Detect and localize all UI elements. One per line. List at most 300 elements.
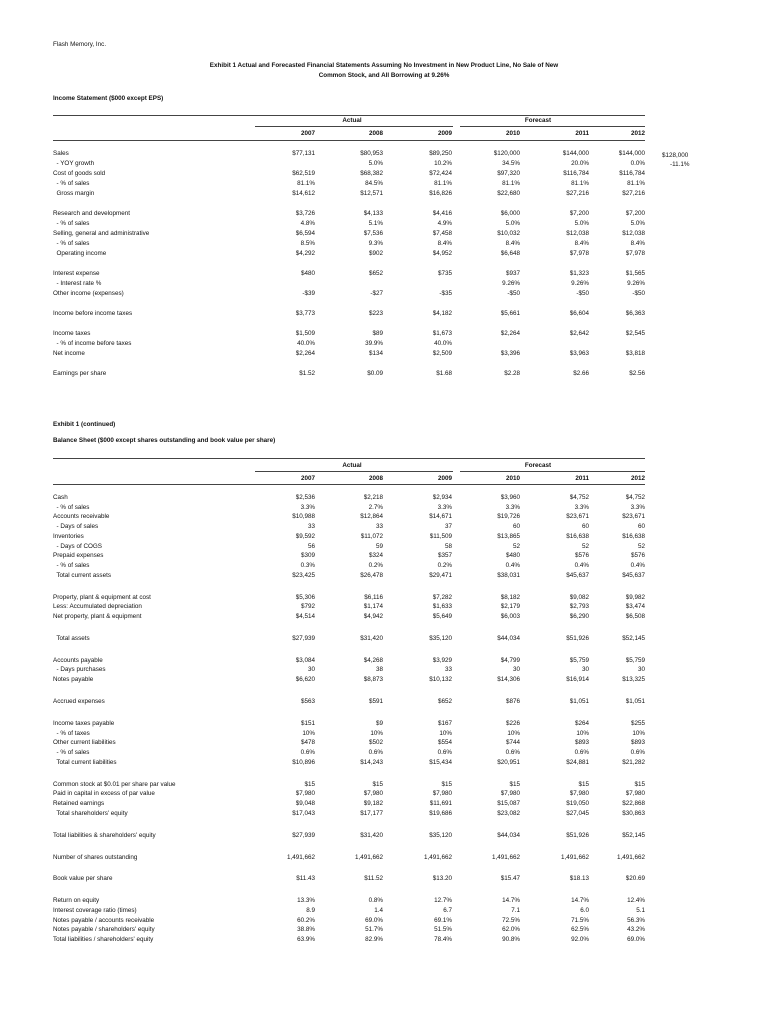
row-value: -$35 — [439, 289, 452, 297]
year-header-1: 2008 — [368, 475, 383, 482]
row-value: $1,509 — [295, 330, 315, 338]
row-value: -$39 — [302, 289, 315, 297]
row-value: 3.3% — [437, 503, 452, 511]
row-label: Net income — [53, 350, 85, 357]
balance-header-rule — [53, 484, 645, 485]
row-value: 59 — [375, 542, 383, 550]
row-value: 0.4% — [574, 561, 589, 569]
row-label: - Days of COGS — [53, 542, 102, 550]
row-value: 8.5% — [300, 239, 315, 247]
row-label: Total shareholders' equity — [53, 809, 128, 817]
row-value: $2,536 — [295, 494, 315, 501]
row-value: $937 — [505, 269, 520, 277]
row-label: - Interest rate % — [53, 279, 102, 287]
row-value: $27,216 — [622, 189, 645, 197]
row-value: $27,045 — [566, 809, 589, 817]
row-value: $6,363 — [625, 309, 645, 317]
row-label: - % of sales — [53, 179, 90, 187]
row-value: 0.4% — [505, 561, 520, 569]
row-value: 51.7% — [365, 926, 383, 934]
row-value: $1,051 — [569, 698, 589, 705]
row-value: 81.1% — [434, 179, 452, 187]
row-value: 8.4% — [505, 239, 520, 247]
row-value: 81.1% — [297, 179, 315, 187]
row-value: $7,980 — [295, 790, 315, 798]
row-value: 90.8% — [502, 936, 520, 944]
row-value: 7.1 — [511, 907, 520, 914]
row-value: $0.09 — [367, 370, 383, 378]
row-label: Number of shares outstanding — [53, 853, 138, 861]
year-header-4: 2011 — [575, 475, 589, 482]
row-value: $13,325 — [622, 676, 645, 684]
row-value: 3.3% — [574, 503, 589, 511]
row-value: $16,638 — [622, 532, 645, 540]
row-value: $51,926 — [566, 831, 589, 839]
row-value: $52,145 — [622, 634, 645, 642]
row-value: $7,980 — [569, 790, 589, 798]
income-extra-sales: $128,000 — [662, 152, 689, 159]
row-value: -$50 — [576, 289, 589, 297]
row-value: $16,826 — [429, 189, 452, 197]
row-value: $15 — [372, 780, 383, 788]
row-value: $4,952 — [432, 249, 452, 257]
row-value: $7,980 — [625, 790, 645, 798]
row-value: $8,182 — [500, 593, 520, 601]
row-value: $11.52 — [364, 875, 383, 883]
row-value: 1,491,662 — [423, 853, 452, 861]
row-label: Notes payable / shareholders' equity — [53, 926, 155, 934]
row-value: $893 — [630, 739, 645, 747]
row-value: $26,478 — [360, 571, 383, 579]
row-label: Retained earnings — [53, 800, 105, 807]
row-value: 5.0% — [574, 219, 589, 227]
row-value: $652 — [368, 269, 383, 277]
row-value: $2,509 — [432, 350, 452, 357]
year-header-2: 2009 — [437, 130, 452, 137]
row-value: 4.9% — [437, 219, 452, 227]
row-label: Prepaid expenses — [53, 552, 104, 560]
row-value: 72.5% — [502, 916, 520, 924]
row-value: $22,680 — [497, 189, 520, 197]
row-value: $19,726 — [497, 513, 520, 521]
row-value: $9,048 — [295, 800, 315, 807]
row-value: $502 — [368, 739, 383, 747]
row-value: $902 — [368, 249, 383, 257]
row-value: $44,034 — [497, 634, 520, 642]
row-value: 0.3% — [300, 561, 315, 569]
row-value: 0.0% — [630, 159, 645, 167]
row-value: 13.3% — [297, 897, 315, 905]
row-value: 84.5% — [365, 179, 383, 187]
row-value: 10% — [302, 729, 315, 737]
year-header-0: 2007 — [300, 475, 315, 482]
row-value: $134 — [368, 350, 383, 357]
row-value: $11.43 — [296, 875, 315, 883]
row-value: $20.69 — [625, 875, 645, 883]
row-value: $2,179 — [500, 603, 520, 611]
row-value: $5,661 — [500, 309, 520, 317]
row-value: $7,200 — [569, 209, 589, 217]
balance-forecast-rule — [460, 471, 645, 472]
row-value: $4,514 — [295, 612, 315, 620]
row-value: $31,420 — [360, 634, 383, 642]
row-label: Inventories — [53, 532, 84, 540]
row-value: 78.4% — [434, 936, 452, 944]
row-value: 34.5% — [502, 159, 520, 167]
row-label: Earnings per share — [53, 370, 107, 378]
row-value: $120,000 — [493, 150, 520, 157]
row-value: -$50 — [507, 289, 520, 297]
row-value: $576 — [630, 552, 645, 560]
row-value: $7,200 — [625, 209, 645, 217]
row-value: $2.56 — [629, 370, 645, 378]
row-value: 0.6% — [630, 749, 645, 756]
row-value: $23,082 — [497, 809, 520, 817]
row-value: $167 — [437, 719, 452, 727]
row-value: 0.6% — [368, 749, 383, 756]
row-value: $15 — [441, 780, 452, 788]
row-value: -$50 — [632, 289, 645, 297]
row-value: 63.9% — [297, 936, 315, 944]
row-value: $21,282 — [622, 758, 645, 766]
row-label: Sales — [53, 150, 69, 157]
row-label: Interest coverage ratio (times) — [53, 907, 137, 914]
row-value: $12,038 — [566, 229, 589, 237]
row-value: 12.4% — [627, 897, 645, 905]
row-value: $2.66 — [573, 370, 589, 378]
year-header-0: 2007 — [300, 130, 315, 137]
row-value: $68,382 — [360, 169, 383, 177]
row-value: $3,474 — [625, 603, 645, 611]
row-value: $4,942 — [363, 612, 383, 620]
row-value: $6,508 — [625, 612, 645, 620]
balance-actual-label: Actual — [342, 462, 362, 469]
row-value: $563 — [300, 698, 315, 705]
row-value: 6.7 — [443, 907, 452, 914]
row-value: $144,000 — [618, 150, 645, 157]
row-value: $10,896 — [292, 758, 315, 766]
income-statement-title: Income Statement ($000 except EPS) — [53, 95, 164, 102]
year-header-3: 2010 — [505, 475, 520, 482]
row-value: $4,752 — [625, 494, 645, 501]
row-label: Notes payable — [53, 676, 94, 684]
row-label: Total assets — [53, 634, 90, 642]
row-value: $1.68 — [436, 370, 452, 378]
row-value: $591 — [368, 698, 383, 705]
row-value: $6,604 — [569, 309, 589, 317]
row-value: 52 — [581, 542, 589, 550]
row-label: Other current liabilities — [53, 739, 116, 747]
row-value: $2,934 — [432, 494, 452, 501]
row-label: Accounts receivable — [53, 513, 110, 521]
row-value: 33 — [444, 666, 452, 674]
row-value: $27,216 — [566, 189, 589, 197]
row-value: 69.0% — [365, 916, 383, 924]
row-label: Property, plant & equipment at cost — [53, 593, 151, 601]
row-value: 71.5% — [571, 916, 589, 924]
row-value: 0.6% — [574, 749, 589, 756]
row-label: Book value per share — [53, 875, 113, 883]
row-value: $2.28 — [504, 370, 520, 378]
row-label: Interest expense — [53, 269, 100, 277]
row-value: $1,323 — [569, 269, 589, 277]
row-value: $19,050 — [566, 800, 589, 807]
row-value: 0.6% — [437, 749, 452, 756]
row-label: - % of sales — [53, 561, 90, 569]
row-label: - YOY growth — [53, 159, 95, 167]
year-header-1: 2008 — [368, 130, 383, 137]
row-value: $12,571 — [360, 189, 383, 197]
row-value: $4,133 — [363, 209, 383, 217]
row-value: $72,424 — [429, 169, 452, 177]
row-value: 5.1% — [368, 219, 383, 227]
row-value: $11,691 — [429, 800, 452, 807]
row-value: 14.7% — [571, 897, 589, 905]
row-value: $12,038 — [622, 229, 645, 237]
row-value: 1,491,662 — [286, 853, 315, 861]
row-value: $144,000 — [562, 150, 589, 157]
row-value: $226 — [505, 719, 520, 727]
row-value: $1,051 — [625, 698, 645, 705]
income-forecast-rule — [460, 126, 645, 127]
row-value: 8.4% — [574, 239, 589, 247]
row-label: Accrued expenses — [53, 698, 105, 705]
row-value: 69.1% — [434, 916, 452, 924]
row-value: 30 — [512, 666, 520, 674]
row-value: $9,982 — [625, 593, 645, 601]
row-value: 37 — [444, 523, 452, 531]
row-value: $5,759 — [625, 656, 645, 664]
row-value: 56.3% — [627, 916, 645, 924]
row-label: - Days of sales — [53, 523, 99, 531]
row-value: $97,320 — [497, 169, 520, 177]
row-value: $735 — [437, 269, 452, 277]
row-label: Income before income taxes — [53, 309, 133, 317]
row-label: Operating income — [53, 249, 107, 257]
row-value: $80,953 — [360, 150, 383, 157]
row-value: $15 — [634, 780, 645, 788]
row-value: 82.9% — [365, 936, 383, 944]
row-value: 56 — [307, 542, 315, 550]
row-label: Cash — [53, 494, 68, 501]
row-value: 60.2% — [297, 916, 315, 924]
row-value: 40.0% — [434, 340, 452, 348]
row-value: $31,420 — [360, 831, 383, 839]
row-value: $24,881 — [566, 758, 589, 766]
row-value: 60 — [581, 523, 589, 531]
row-label: - % of sales — [53, 239, 90, 247]
row-value: 0.2% — [368, 561, 383, 569]
row-value: $3,773 — [295, 309, 315, 317]
row-value: $11,509 — [429, 532, 452, 540]
row-value: 1.4 — [374, 907, 383, 914]
row-label: Cost of goods sold — [53, 169, 106, 177]
row-value: 30 — [637, 666, 645, 674]
row-value: $792 — [300, 603, 315, 611]
row-value: $6,648 — [500, 249, 520, 257]
row-label: Income taxes payable — [53, 719, 115, 727]
row-value: 9.3% — [368, 239, 383, 247]
row-value: $35,120 — [429, 634, 452, 642]
row-value: $9,592 — [295, 532, 315, 540]
row-value: $3,929 — [432, 656, 452, 664]
row-label: Research and development — [53, 209, 131, 217]
row-value: $45,637 — [566, 571, 589, 579]
row-value: $15 — [509, 780, 520, 788]
row-value: $4,182 — [432, 309, 452, 317]
row-value: 12.7% — [434, 897, 452, 905]
row-value: 9.26% — [571, 279, 589, 287]
row-value: $3,084 — [295, 656, 315, 664]
row-value: 62.5% — [571, 926, 589, 934]
balance-sheet-title: Balance Sheet ($000 except shares outstanding and book value per share) — [53, 437, 276, 444]
row-value: $4,416 — [432, 209, 452, 217]
row-label: Net property, plant & equipment — [53, 612, 142, 620]
row-value: $15,087 — [497, 800, 520, 807]
row-value: 33 — [307, 523, 315, 531]
row-value: 1,491,662 — [354, 853, 383, 861]
row-value: 60 — [512, 523, 520, 531]
year-header-2: 2009 — [437, 475, 452, 482]
balance-top-rule — [53, 458, 645, 459]
row-label: Common stock at $0.01 per share par value — [53, 780, 176, 788]
row-value: 9.26% — [502, 279, 520, 287]
row-label: Notes payable / accounts receivable — [53, 916, 155, 924]
row-value: 3.3% — [300, 503, 315, 511]
row-value: $77,131 — [292, 150, 315, 157]
row-value: $2,264 — [500, 330, 520, 338]
row-value: 52 — [637, 542, 645, 550]
income-forecast-label: Forecast — [524, 117, 552, 124]
year-header-4: 2011 — [575, 130, 589, 137]
balance-actual-rule — [255, 471, 453, 472]
row-value: $876 — [505, 698, 520, 705]
row-value: $7,458 — [432, 229, 452, 237]
row-value: $22,868 — [622, 800, 645, 807]
row-value: $15,434 — [429, 758, 452, 766]
row-label: Less: Accumulated depreciation — [53, 603, 142, 611]
row-value: $17,177 — [360, 809, 383, 817]
row-value: $255 — [630, 719, 645, 727]
row-value: $357 — [437, 552, 452, 560]
income-extra-growth: -11.1% — [670, 161, 690, 168]
row-value: $10,988 — [292, 513, 315, 521]
row-value: $6,290 — [569, 612, 589, 620]
row-value: $51,926 — [566, 634, 589, 642]
row-value: $2,264 — [295, 350, 315, 357]
row-value: $324 — [368, 552, 383, 560]
row-value: $478 — [300, 739, 315, 747]
exhibit-continued-label: Exhibit 1 (continued) — [53, 421, 116, 428]
row-value: $14,612 — [292, 189, 315, 197]
row-value: 58 — [444, 542, 452, 550]
row-value: 6.0 — [580, 907, 589, 914]
row-value: $4,292 — [295, 249, 315, 257]
row-label: - % of income before taxes — [53, 340, 132, 348]
row-value: $744 — [505, 739, 520, 747]
row-value: $309 — [300, 552, 315, 560]
row-label: Other income (expenses) — [53, 289, 124, 297]
row-value: 10.2% — [434, 159, 452, 167]
row-value: 52 — [512, 542, 520, 550]
row-value: 0.6% — [505, 749, 520, 756]
row-value: $27,939 — [292, 634, 315, 642]
row-value: $1.52 — [299, 370, 315, 378]
row-value: 1,491,662 — [491, 853, 520, 861]
income-actual-rule — [255, 126, 453, 127]
row-value: $12,864 — [360, 513, 383, 521]
row-value: $6,003 — [500, 612, 520, 620]
row-value: $223 — [368, 309, 383, 317]
row-value: $7,536 — [363, 229, 383, 237]
row-label: Gross margin — [53, 189, 95, 197]
row-value: $9,182 — [363, 800, 383, 807]
row-value: -$27 — [370, 289, 383, 297]
row-value: $38,031 — [497, 571, 520, 579]
row-label: Selling, general and administrative — [53, 229, 150, 237]
balance-forecast-label: Forecast — [524, 462, 552, 469]
row-value: $576 — [574, 552, 589, 560]
row-value: $151 — [300, 719, 315, 727]
row-value: $19,686 — [429, 809, 452, 817]
row-value: 92.0% — [571, 936, 589, 944]
row-value: 38.8% — [297, 926, 315, 934]
row-value: $20,951 — [497, 758, 520, 766]
row-value: $554 — [437, 739, 452, 747]
row-value: 1,491,662 — [616, 853, 645, 861]
row-label: - Days purchases — [53, 666, 106, 674]
row-value: 30 — [307, 666, 315, 674]
row-value: 8.4% — [437, 239, 452, 247]
row-value: 14.7% — [502, 897, 520, 905]
row-value: $13.20 — [432, 875, 452, 883]
row-value: 10% — [439, 729, 452, 737]
row-value: $17,043 — [292, 809, 315, 817]
row-value: 4.8% — [300, 219, 315, 227]
row-value: 10% — [632, 729, 645, 737]
row-value: 60 — [637, 523, 645, 531]
row-value: $7,980 — [500, 790, 520, 798]
row-value: $4,268 — [363, 656, 383, 664]
row-value: 40.0% — [297, 340, 315, 348]
row-label: - % of sales — [53, 749, 90, 756]
row-value: 3.3% — [630, 503, 645, 511]
row-label: - % of taxes — [53, 729, 90, 737]
row-value: $14,671 — [429, 513, 452, 521]
row-value: 69.0% — [627, 936, 645, 944]
row-value: $3,726 — [295, 209, 315, 217]
year-header-3: 2010 — [505, 130, 520, 137]
year-header-5: 2012 — [630, 130, 645, 137]
row-value: $3,818 — [625, 350, 645, 357]
row-value: 5.0% — [368, 159, 383, 167]
row-value: $15 — [304, 780, 315, 788]
row-value: $7,978 — [625, 249, 645, 257]
row-label: Accounts payable — [53, 656, 103, 664]
row-value: 0.2% — [437, 561, 452, 569]
row-label: Paid in capital in excess of par value — [53, 790, 155, 798]
row-value: $480 — [505, 552, 520, 560]
row-value: $18.13 — [569, 875, 589, 883]
row-value: $30,863 — [622, 809, 645, 817]
row-value: $44,034 — [497, 831, 520, 839]
row-value: 0.4% — [630, 561, 645, 569]
row-value: $15 — [578, 780, 589, 788]
row-value: $62,519 — [292, 169, 315, 177]
row-value: $3,963 — [569, 350, 589, 357]
row-value: $652 — [437, 698, 452, 705]
row-value: $1,565 — [625, 269, 645, 277]
